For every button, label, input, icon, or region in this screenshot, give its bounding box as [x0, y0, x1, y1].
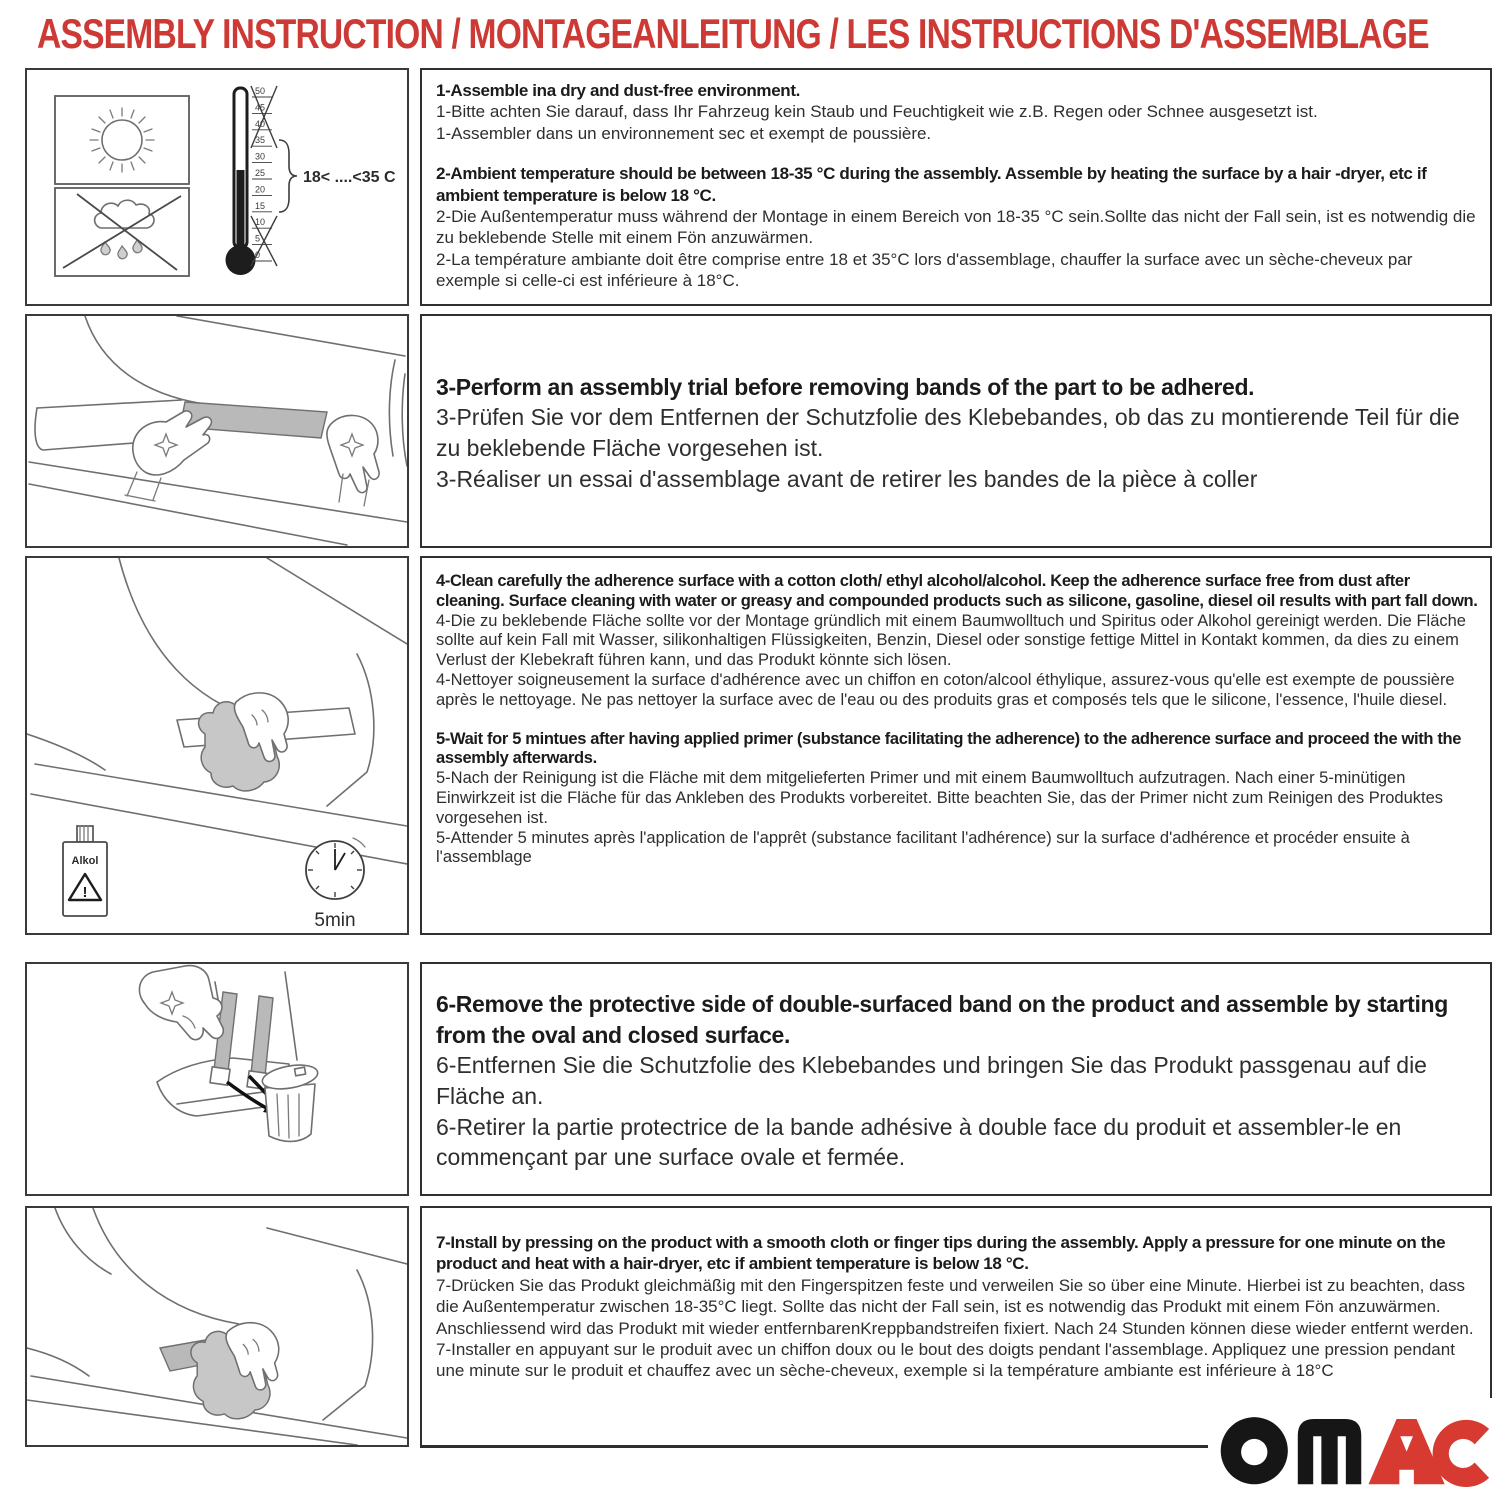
- thermometer-tick-label: 20: [255, 184, 266, 195]
- instruction-paragraph: 3-Prüfen Sie vor dem Entfernen der Schutzfolie des Klebebandes, ob das zu montierende Teil für die zu beklebende Fläche vorgesehen ist.: [436, 404, 1460, 461]
- car-sill-trial-illustration: [27, 316, 407, 546]
- range-brace: [279, 140, 297, 212]
- bottle-label: Alkol: [71, 855, 99, 867]
- instruction-paragraph: 1-Assembler dans un environnement sec et exempt de poussière.: [436, 123, 932, 143]
- instruction-paragraph: 6-Entfernen Sie die Schutzfolie des Klebebandes und bringen Sie das Produkt passgenau auf die Fläche an.: [436, 1052, 1427, 1109]
- section-6-text: [420, 962, 1492, 1196]
- cleaning-illustration: [27, 558, 407, 933]
- pressing-hand-with-cloth-icon: [191, 1323, 279, 1419]
- svg-text:!: !: [82, 884, 88, 901]
- thermometer-tick-label: 50: [255, 86, 266, 96]
- thermometer-tick-label: 40: [255, 118, 266, 129]
- temperature-range-label: 18< ....<35 C: [303, 169, 396, 186]
- right-hand-icon: [327, 415, 379, 506]
- instruction-paragraph: 5-Wait for 5 mintues after having applied primer (substance facilitating the adherence) to the adherence surface and proceed the with the assembly afterwards.: [436, 729, 1462, 768]
- thermometer-tick-label: 0: [255, 250, 261, 260]
- wait-time-label: 5min: [314, 910, 356, 931]
- instruction-paragraph: 4-Die zu beklebende Fläche sollte vor der Montage gründlich mit einem Baumwolltuch und Spiritus oder Alkohol gereinigt werden. Die Fläche sollte auf kein Fall mit Wasser, silikonhaltigen Flüssigkeiten, Benzin, Diesel oder sonstige fettige Mittel in Kontakt kommen, da dies zu einem Verlust der Klebekraft führen kann, und das Produkt könnte sich lösen.: [436, 611, 1466, 670]
- instruction-paragraph: 7-Installer en appuyant sur le produit avec un chiffon doux ou le bout des doigts pendant l'assemblage. Appliquez une pression pendant une minute sur le produit et chauffez avec un sèche-cheveux, exemple si la température ambiante est inférieure à 18°C: [436, 1340, 1455, 1381]
- peel-band-illustration: [27, 964, 407, 1194]
- thermometer-tick-label: 35: [255, 135, 266, 146]
- trash-can-icon: [261, 1061, 320, 1141]
- illustration-assembly-trial: [25, 314, 409, 548]
- illustration-clean-surface: [25, 556, 409, 935]
- thermometer-tick-label: 5: [255, 233, 261, 244]
- thermometer-tick-label: 25: [255, 168, 266, 178]
- press-product-illustration: [27, 1208, 407, 1445]
- instruction-paragraph: 4-Nettoyer soigneusement la surface d'adhérence avec un chiffon en coton/alcool éthylique, assurez-vous qu'elle est exempte de poussière après le nettoyage. Ne pas nettoyer la surface avec de l'eau ou des produits gras et composés tels que le silicone, l'essence, l'huile diesel.: [436, 670, 1455, 709]
- instruction-paragraph: 1-Bitte achten Sie darauf, dass Ihr Fahrzeug kein Staub und Feuchtigkeit wie z.B. Regen oder Schnee ausgesetzt ist.: [436, 102, 1318, 122]
- instruction-paragraph: [436, 144, 1480, 163]
- thermometer-icon: [226, 86, 396, 275]
- section-3-text: [420, 314, 1492, 548]
- instruction-paragraph: [436, 711, 1480, 730]
- clock-icon: [306, 838, 365, 931]
- instruction-paragraph: 2-Ambient temperature should be between 18-35 °C during the assembly. Assemble by heating the surface by a hair -dryer, etc if ambient temperature is below 18 °C.: [436, 164, 1427, 205]
- section-1-2-text: [420, 68, 1492, 306]
- sun-icon: [55, 96, 189, 184]
- instruction-paragraph: 4-Clean carefully the adherence surface with a cotton cloth/ ethyl alcohol/alcohol. Keep the adherence surface free from dust after cleaning. Surface cleaning with water or greasy and compounded products such as silicone, gasoline, diesel oil results with part fall down.: [436, 572, 1478, 610]
- section-4-5-text: [420, 556, 1492, 935]
- instruction-paragraph: 2-Die Außentemperatur muss während der Montage in einem Bereich von 18-35 °C sein.Sollte das nicht der Fall sein, ist es notwendig die zu beklebende Stelle mit einem Fön anzuwärmen.: [436, 207, 1476, 248]
- alcohol-bottle-icon: [63, 826, 107, 916]
- footer-divider: [420, 1446, 1220, 1448]
- left-hand-icon: [125, 411, 211, 501]
- peeling-hand-icon: [139, 966, 223, 1040]
- instruction-paragraph: 3-Perform an assembly trial before removing bands of the part to be adhered.: [436, 373, 1255, 400]
- illustration-remove-band: [25, 962, 409, 1196]
- thermometer-tick-label: 10: [255, 217, 266, 228]
- instruction-paragraph: 6-Remove the protective side of double-surfaced band on the product and assemble by starting from the oval and closed surface.: [436, 991, 1448, 1048]
- no-rain-icon: [55, 188, 189, 276]
- instruction-paragraph: 1-Assemble ina dry and dust-free environment.: [436, 81, 801, 100]
- omac-logo: [1208, 1398, 1500, 1498]
- instruction-paragraph: 6-Retirer la partie protectrice de la bande adhésive à double face du produit et assembler-le en commençant par une surface ovale et fermée.: [436, 1113, 1402, 1171]
- thermometer-tick-label: 30: [255, 151, 266, 162]
- instruction-paragraph: 7-Drücken Sie das Produkt gleichmäßig mit den Fingerspitzen feste und verweilen Sie so über eine Minute. Hierbei ist zu beachten, dass die Außentemperatur zwischen 18-35°C liegt. Sollte das nicht der Fall sein, ist es notwendig das Produkt mit einem Fön anzuwärmen. Anschliessend wird das Produkt mit wieder entfernbarenKreppbandstreifen fixiert. Nach 24 Stunden können diese wieder entfernt werden.: [436, 1275, 1474, 1338]
- instruction-paragraph: 5-Attender 5 minutes après l'application de l'apprêt (substance facilitant l'adhérence) sur la surface d'adhérence et procéder ensuite à l'assemblage: [436, 828, 1410, 867]
- instruction-paragraph: 3-Réaliser un essai d'assemblage avant de retirer les bandes de la pièce à coller: [436, 465, 1258, 492]
- illustration-press-install: [25, 1206, 409, 1447]
- hand-with-cloth-icon: [199, 693, 289, 791]
- page-title: ASSEMBLY INSTRUCTION / MONTAGEANLEITUNG / LES INSTRUCTIONS D'ASSEMBLAGE: [37, 10, 1429, 57]
- illustration-environment-temperature: [25, 68, 409, 306]
- thermometer-tick-label: 15: [255, 200, 266, 211]
- instruction-paragraph: 7-Install by pressing on the product with a smooth cloth or finger tips during the assembly. Apply a pressure for one minute on the product and heat with a hair-dryer, etc if ambient temperature is below 18 °C.: [436, 1233, 1446, 1274]
- instruction-paragraph: 2-La température ambiante doit être comprise entre 18 et 35°C lors d'assemblage, chauffer la surface avec un sèche-cheveux par exemple si celle-ci est inférieure à 18°C.: [436, 249, 1413, 291]
- omac-logo-mark: [1218, 1406, 1490, 1490]
- instruction-paragraph: 5-Nach der Reinigung ist die Fläche mit dem mitgelieferten Primer und mit einem Baumwolltuch aufzutragen. Nach einer 5-minütigen Einwirkzeit ist die Fläche für das Ankleben des Produkts vorbereitet. Bitte beachten Sie, das der Primer nicht zum Reinigen des Produktes vorgesehen ist.: [436, 769, 1444, 827]
- thermometer-tick-label: 45: [255, 102, 266, 113]
- sun-rain-thermometer-illustration: [27, 70, 407, 304]
